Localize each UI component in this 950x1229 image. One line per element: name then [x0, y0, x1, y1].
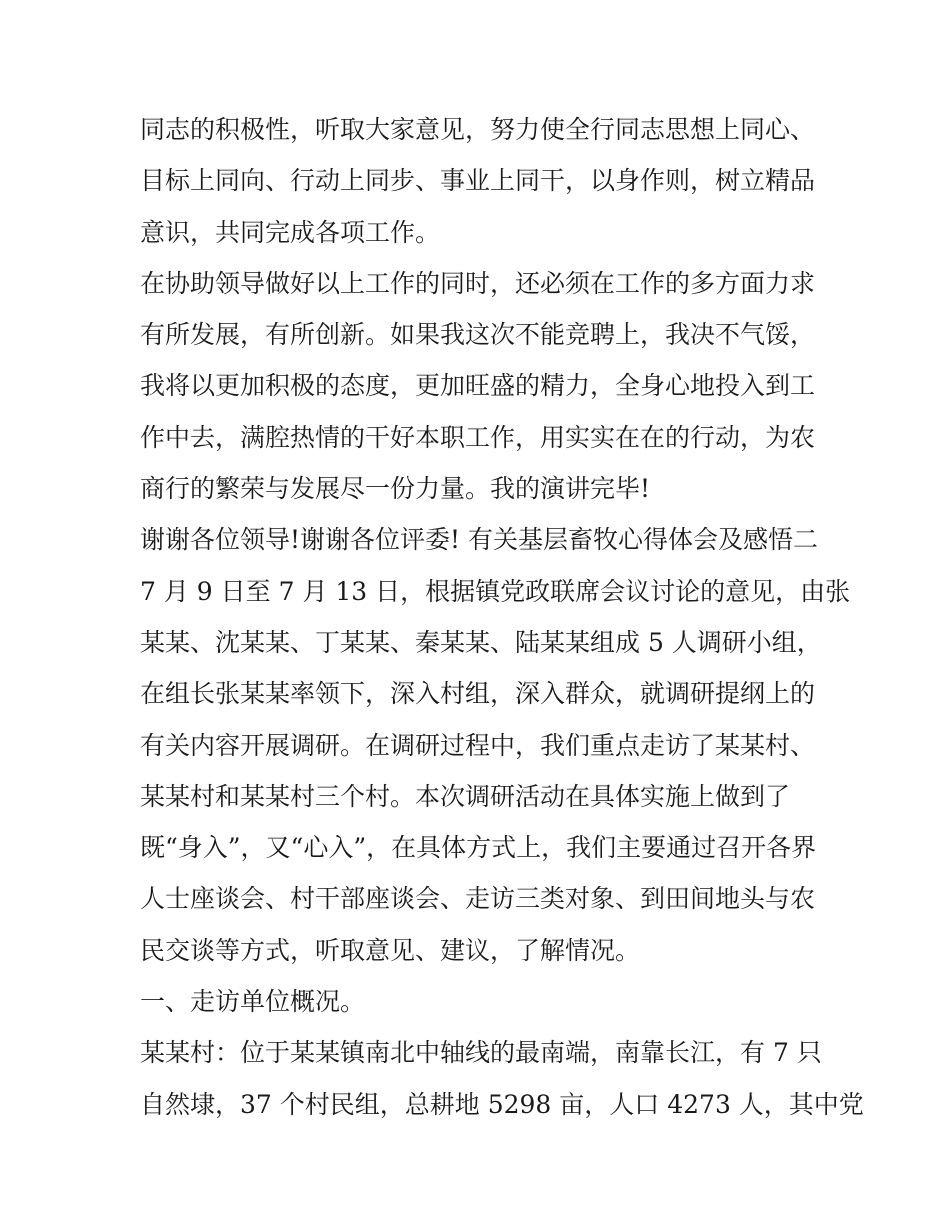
- text-line: 谢谢各位领导!谢谢各位评委! 有关基层畜牧心得体会及感悟二: [140, 525, 819, 555]
- text-line: 民交谈等方式，听取意见、建议，了解情况。: [140, 935, 641, 965]
- text-line: 一、走访单位概况。: [140, 987, 366, 1017]
- text-line: 意识，共同完成各项工作。: [140, 217, 441, 247]
- text-line: 某某村：位于某某镇南北中轴线的最南端，南靠长江，有 7 只: [140, 1038, 822, 1068]
- text-line: 商行的繁荣与发展尽一份力量。我的演讲完毕!: [140, 474, 651, 504]
- text-line: 同志的积极性，听取大家意见，努力使全行同志思想上同心、: [140, 115, 816, 144]
- text-line: 我将以更加积极的态度，更加旺盛的精力，全身心地投入到工: [140, 371, 816, 401]
- text-line: 在协助领导做好以上工作的同时，还必须在工作的多方面力求: [140, 268, 816, 298]
- text-line: 目标上同向、行动上同步、事业上同干，以身作则，树立精品: [140, 166, 816, 196]
- text-line: 既“身入”，又“心入”，在具体方式上，我们主要通过召开各界: [140, 833, 817, 863]
- text-line: 作中去，满腔热情的干好本职工作，用实实在在的行动，为农: [140, 422, 816, 452]
- text-line: 有关内容开展调研。在调研过程中，我们重点走访了某某村、: [140, 730, 816, 760]
- text-line: 有所发展，有所创新。如果我这次不能竞聘上，我决不气馁，: [140, 320, 816, 350]
- text-line: 某某村和某某村三个村。本次调研活动在具体实施上做到了: [140, 781, 791, 811]
- text-line: 7 月 9 日至 7 月 13 日，根据镇党政联席会议讨论的意见，由张: [140, 576, 851, 606]
- text-line: 在组长张某某率领下，深入村组，深入群众，就调研提纲上的: [140, 679, 816, 709]
- text-line: 人士座谈会、村干部座谈会、走访三类对象、到田间地头与农: [140, 884, 816, 914]
- text-line: 某某、沈某某、丁某某、秦某某、陆某某组成 5 人调研小组，: [140, 627, 822, 657]
- text-line: 自然埭，37 个村民组，总耕地 5298 亩，人口 4273 人，其中党: [140, 1089, 864, 1119]
- document-body: [140, 104, 864, 1130]
